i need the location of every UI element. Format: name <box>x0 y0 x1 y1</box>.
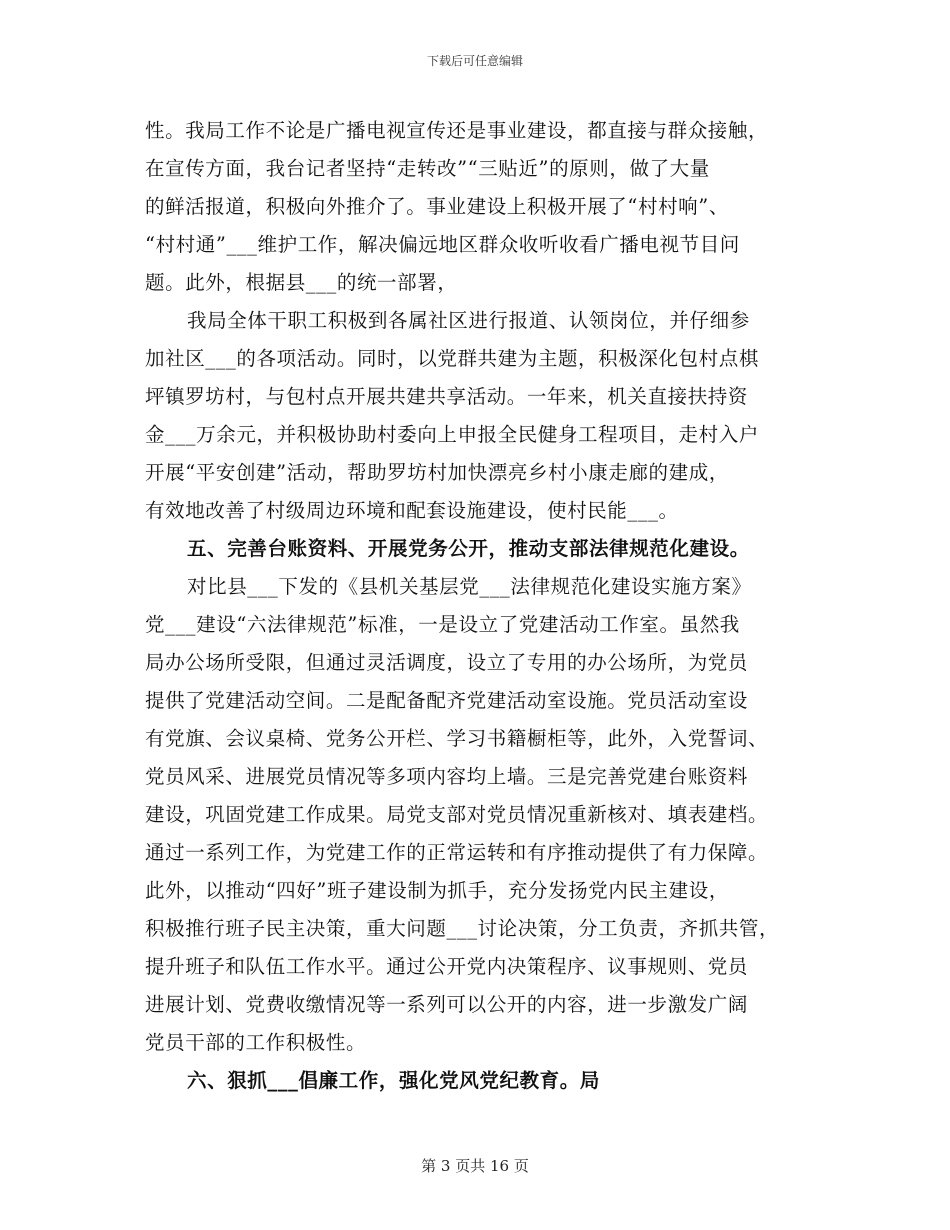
section-heading: 六、狠抓___倡廉工作，强化党风党纪教育。局 <box>187 1069 600 1092</box>
body-line: 题。此外，根据县___的统一部署， <box>145 271 458 294</box>
body-line: “村村通”___维护工作，解决偏远地区群众收听收看广播电视节目问 <box>145 233 740 256</box>
body-line: 开展“平安创建”活动，帮助罗坊村加快漂亮乡村小康走廊的建成， <box>145 461 729 484</box>
body-line: 坪镇罗坊村，与包村点开展共建共享活动。一年来，机关直接扶持资 <box>145 385 749 408</box>
body-line: 建设，巩固党建工作成果。局党支部对党员情况重新核对、填表建档。 <box>145 803 769 826</box>
page-header: 下载后可任意编辑 <box>426 54 523 68</box>
body-line: 提供了党建活动空间。二是配备配齐党建活动室设施。党员活动室设 <box>145 689 749 712</box>
body-line: 进展计划、党费收缴情况等一系列可以公开的内容，进一步激发广阔 <box>145 993 749 1016</box>
body-line: 我局全体干职工积极到各属社区进行报道、认领岗位，并仔细参 <box>187 309 750 332</box>
document-body <box>145 112 825 1100</box>
section-heading: 五、完善台账资料、开展党务公开，推动支部法律规范化建设。 <box>187 537 750 560</box>
body-line: 有党旗、会议桌椅、党务公开栏、学习书籍橱柜等，此外，入党誓词、 <box>145 727 769 750</box>
body-line: 的鲜活报道，积极向外推介了。事业建设上积极开展了“村村响”、 <box>145 195 729 218</box>
body-line: 积极推行班子民主决策，重大问题___讨论决策，分工负责，齐抓共管， <box>145 917 780 940</box>
body-line: 通过一系列工作，为党建工作的正常运转和有序推动提供了有力保障。 <box>145 841 769 864</box>
body-line: 提升班子和队伍工作水平。通过公开党内决策程序、议事规则、党员 <box>145 955 749 978</box>
page-number: 第 3 页共 16 页 <box>421 1157 529 1175</box>
body-line: 在宣传方面，我台记者坚持“走转改”“三贴近”的原则，做了大量 <box>145 157 710 180</box>
body-line: 性。我局工作不论是广播电视宣传还是事业建设，都直接与群众接触， <box>145 119 769 142</box>
body-line: 党员风采、进展党员情况等多项内容均上墙。三是完善党建台账资料 <box>145 765 749 788</box>
body-line: 对比县___下发的《县机关基层党___法律规范化建设实施方案》 <box>187 575 752 598</box>
body-line: 有效地改善了村级周边环境和配套设施建设，使村民能___。 <box>145 499 679 522</box>
body-line: 此外，以推动“四好”班子建设制为抓手，充分发扬党内民主建设， <box>145 879 729 902</box>
body-line: 局办公场所受限，但通过灵活调度，设立了专用的办公场所，为党员 <box>145 651 749 674</box>
body-line: 金___万余元，并积极协助村委向上申报全民健身工程项目，走村入户 <box>145 423 759 446</box>
body-line: 加社区___的各项活动。同时，以党群共建为主题，积极深化包村点棋 <box>145 347 759 370</box>
body-line: 党___建设“六法律规范”标准，一是设立了党建活动工作室。虽然我 <box>145 613 740 636</box>
body-line: 党员干部的工作积极性。 <box>145 1031 367 1054</box>
